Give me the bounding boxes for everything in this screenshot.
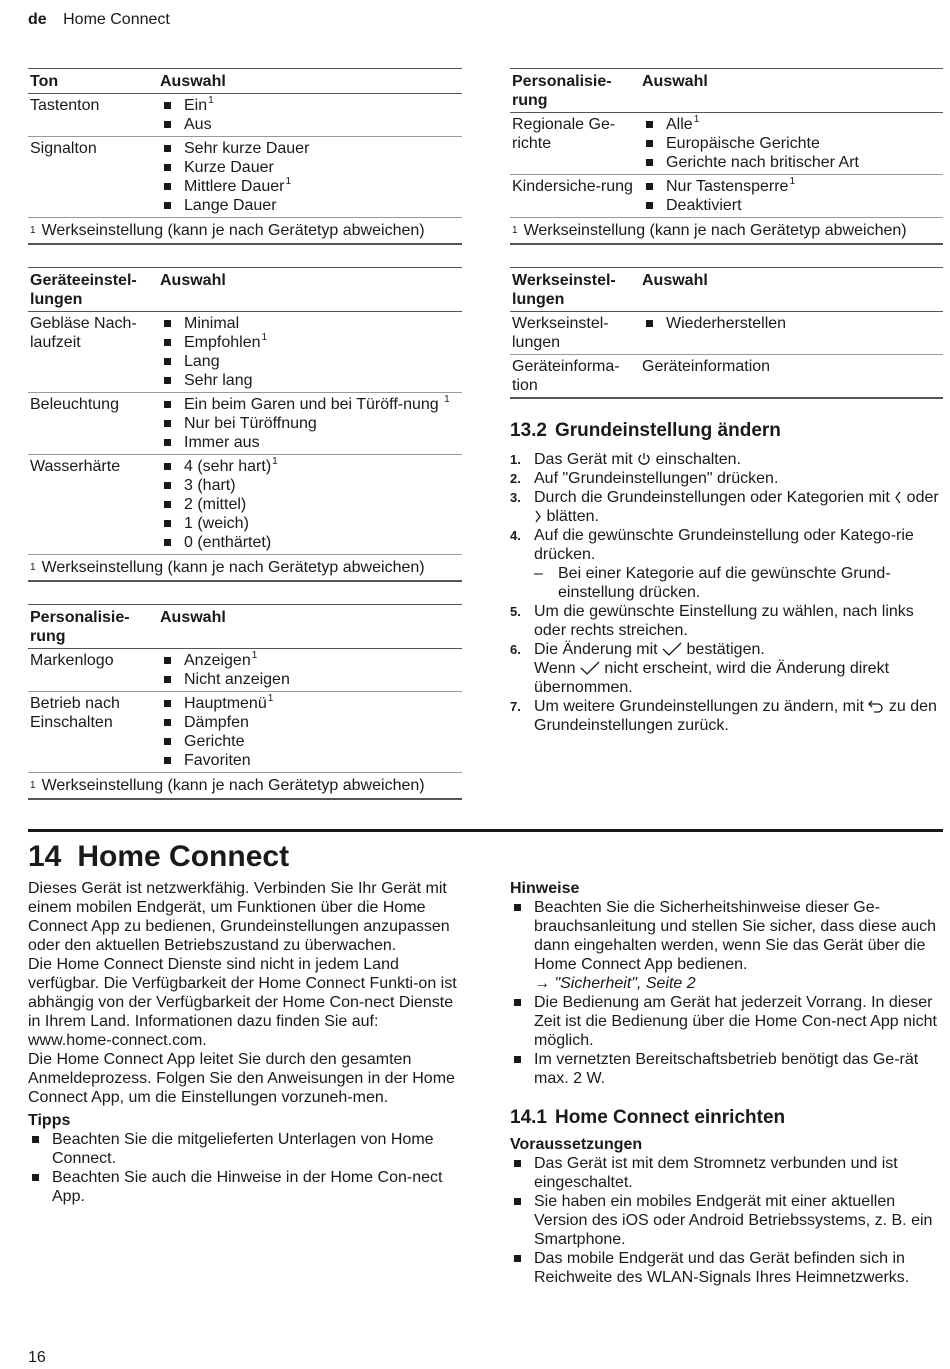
ton-table: [28, 68, 462, 245]
option-item: Empfohlen$^1$: [160, 333, 460, 352]
option-item: Nur bei Türöffnung: [160, 414, 460, 433]
voraussetzungen-heading: Voraussetzungen: [510, 1136, 643, 1153]
hinweise-list: [510, 898, 943, 1088]
page-header: [28, 10, 170, 29]
tipps-list: [28, 1130, 462, 1206]
table-header-category: Ton: [30, 73, 59, 90]
option-item: Deaktiviert: [642, 196, 941, 215]
table-header-category: Werkseinstel-lungen: [512, 272, 616, 308]
table-header-selection: Auswahl: [160, 609, 226, 626]
option-item: Sehr kurze Dauer: [160, 139, 460, 158]
list-item: 6. Die Änderung mit bestätigen. Wenn nicht erscheint, wird die Änderung direkt übernommen.: [510, 641, 890, 696]
right-column: [510, 68, 943, 735]
table-header-category: Personalisie-rung: [30, 609, 130, 645]
option-item: Gerichte nach britischer Art: [642, 153, 941, 172]
cross-reference[interactable]: → "Sicherheit", Seite 2: [534, 975, 696, 992]
chapter-14-left: [28, 879, 462, 1206]
table-header-selection: Auswahl: [160, 73, 226, 90]
intro-paragraph: Die Home Connect App leitet Sie durch den gesamten Anmeldeprozess. Folgen Sie den Anweisungen in der Home Connect App, um die Einstellungen vorzuneh-men.: [28, 1051, 455, 1106]
setting-label: Geräteinforma-tion: [512, 358, 620, 394]
setting-label: Markenlogo: [30, 652, 114, 669]
option-item: Favoriten: [160, 751, 460, 770]
setting-label: Wasserhärte: [30, 458, 121, 475]
table-row: [28, 692, 462, 773]
table-row: [28, 312, 462, 393]
option-item: Hauptmenü$^1$: [160, 694, 460, 713]
table-row: [510, 312, 943, 355]
option-item: Ein beim Garen und bei Türöff-nung $^1$: [160, 395, 460, 414]
checkmark-icon: [580, 661, 600, 675]
left-column: [28, 68, 462, 812]
back-arrow-icon: [868, 699, 884, 713]
setting-label: Tastenton: [30, 97, 100, 114]
list-item: 5. Um die gewünschte Einstellung zu wählen, nach links oder rechts streichen.: [510, 603, 914, 639]
table-row: [510, 355, 943, 399]
option-item: Alle$^1$: [642, 115, 941, 134]
hinweise-heading: Hinweise: [510, 880, 580, 897]
language-code: de: [28, 11, 47, 28]
table-footnote: $^1$ Werkseinstellung (kann je nach Gerätetyp abweichen): [28, 773, 462, 800]
table-header-category: Personalisie-rung: [512, 73, 612, 109]
sub-step: – Bei einer Kategorie auf die gewünschte Grund-einstellung drücken.: [534, 564, 943, 602]
option-item: Nicht anzeigen: [160, 670, 460, 689]
page-number: 16: [28, 1349, 46, 1366]
setting-label: Signalton: [30, 140, 97, 157]
option-item: Kurze Dauer: [160, 158, 460, 177]
setting-label: Betrieb nach Einschalten: [30, 695, 120, 731]
list-item: Das Gerät ist mit dem Stromnetz verbunden und ist eingeschaltet.: [510, 1154, 943, 1192]
setting-label: Werkseinstel-lungen: [512, 315, 609, 351]
list-item: Die Bedienung am Gerät hat jederzeit Vorrang. In dieser Zeit ist die Bedienung über die Home Con-nect App nicht möglich.: [510, 993, 943, 1050]
option-item: Wiederherstellen: [642, 314, 941, 333]
option-item: Sehr lang: [160, 371, 460, 390]
chapter-14: [28, 829, 943, 874]
intro-paragraph: Die Home Connect Dienste sind nicht in jedem Land verfügbar. Die Verfügbarkeit der Home Connect Funkti-on ist abhängig von der Verfügbarkeit der Home Con-nect Dienste in Ihrem Land. Informationen dazu finden Sie auf: www.home-connect.com.: [28, 956, 457, 1049]
option-item: 3 (hart): [160, 476, 460, 495]
list-item: 1. Das Gerät mit einschalten.: [510, 451, 741, 468]
option-item: Aus: [160, 115, 460, 134]
table-header-selection: Auswahl: [642, 73, 708, 90]
table-row: [510, 175, 943, 218]
option-item: Anzeigen$^1$: [160, 651, 460, 670]
option-item: 2 (mittel): [160, 495, 460, 514]
table-footnote: $^1$ Werkseinstellung (kann je nach Gerätetyp abweichen): [28, 218, 462, 245]
setting-label: Gebläse Nach-laufzeit: [30, 315, 137, 351]
list-item: 3. Durch die Grundeinstellungen oder Kategorien mit oder blätten.: [510, 489, 939, 525]
table-header-selection: Auswahl: [642, 272, 708, 289]
steps-list: [510, 450, 943, 735]
list-item: Beachten Sie die Sicherheitshinweise dieser Ge-brauchsanleitung und stellen Sie sicher, dass diese auch dann eingehalten werden, wenn Sie das Gerät über die Home Connect App bedienen. → "Sicherheit", Seite 2: [510, 898, 943, 993]
geraeteeinstellungen-table: [28, 267, 462, 582]
table-row: [510, 113, 943, 175]
list-item: Beachten Sie auch die Hinweise in der Home Con-nect App.: [28, 1168, 462, 1206]
table-header-category: Geräteeinstel-lungen: [30, 272, 137, 308]
personalisierung-table: [28, 604, 462, 800]
table-row: [28, 455, 462, 555]
option-item: Mittlere Dauer$^1$: [160, 177, 460, 196]
option-item: Gerichte: [160, 732, 460, 751]
table-header-selection: Auswahl: [160, 272, 226, 289]
intro-paragraph: Dieses Gerät ist netzwerkfähig. Verbinden Sie Ihr Gerät mit einem mobilen Endgerät, um Funktionen über die Home Connect App zu bedienen, Grundeinstellungen anzupassen oder den aktuellen Betriebszustand zu überwachen.: [28, 880, 450, 954]
personalisierung-table-2: [510, 68, 943, 245]
setting-value: Geräteinformation: [642, 358, 771, 375]
option-item: Minimal: [160, 314, 460, 333]
table-row: [28, 137, 462, 218]
list-item: Sie haben ein mobiles Endgerät mit einer aktuellen Version des iOS oder Android Betriebssystems, z. B. ein Smartphone.: [510, 1192, 943, 1249]
section-heading-13-2: 13.2 Grundeinstellung ändern: [510, 420, 781, 441]
chapter-title: 14 Home Connect: [28, 840, 290, 873]
list-item: 7. Um weitere Grundeinstellungen zu ändern, mit zu den Grundeinstellungen zurück.: [510, 698, 937, 734]
list-item: Beachten Sie die mitgelieferten Unterlagen von Home Connect.: [28, 1130, 462, 1168]
table-row: [28, 649, 462, 692]
option-item: Nur Tastensperre$^1$: [642, 177, 941, 196]
list-item: Im vernetzten Bereitschaftsbetrieb benötigt das Ge-rät max. 2 W.: [510, 1050, 943, 1088]
table-footnote: $^1$ Werkseinstellung (kann je nach Gerätetyp abweichen): [510, 218, 943, 245]
list-item: Das mobile Endgerät und das Gerät befinden sich in Reichweite des WLAN-Signals Ihres Heimnetzwerks.: [510, 1249, 943, 1287]
chapter-14-right: [510, 879, 943, 1287]
power-icon: [637, 452, 651, 466]
option-item: Ein$^1$: [160, 96, 460, 115]
option-item: 4 (sehr hart)$^1$: [160, 457, 460, 476]
section-heading-14-1: 14.1 Home Connect einrichten: [510, 1107, 786, 1128]
werkseinstellungen-table: [510, 267, 943, 399]
list-item: 4. Auf die gewünschte Grundeinstellung oder Katego-rie drücken. – Bei einer Kategorie auf die gewünschte Grund-einstellung drücken.: [510, 526, 943, 602]
checkmark-icon: [662, 642, 682, 656]
voraussetzungen-list: [510, 1154, 943, 1287]
setting-label: Kindersiche-rung: [512, 178, 633, 195]
option-item: Lange Dauer: [160, 196, 460, 215]
table-row: [28, 393, 462, 455]
option-item: Europäische Gerichte: [642, 134, 941, 153]
header-title: Home Connect: [63, 11, 170, 28]
tipps-heading: Tipps: [28, 1112, 71, 1129]
option-item: 0 (enthärtet): [160, 533, 460, 552]
option-item: Lang: [160, 352, 460, 371]
chevron-right-icon: [534, 510, 542, 523]
setting-label: Regionale Ge-richte: [512, 116, 616, 152]
setting-label: Beleuchtung: [30, 396, 119, 413]
option-item: Immer aus: [160, 433, 460, 452]
table-footnote: $^1$ Werkseinstellung (kann je nach Gerätetyp abweichen): [28, 555, 462, 582]
option-item: 1 (weich): [160, 514, 460, 533]
option-item: Dämpfen: [160, 713, 460, 732]
table-row: [28, 94, 462, 137]
list-item: 2. Auf "Grundeinstellungen" drücken.: [510, 470, 779, 487]
chevron-left-icon: [894, 491, 902, 504]
